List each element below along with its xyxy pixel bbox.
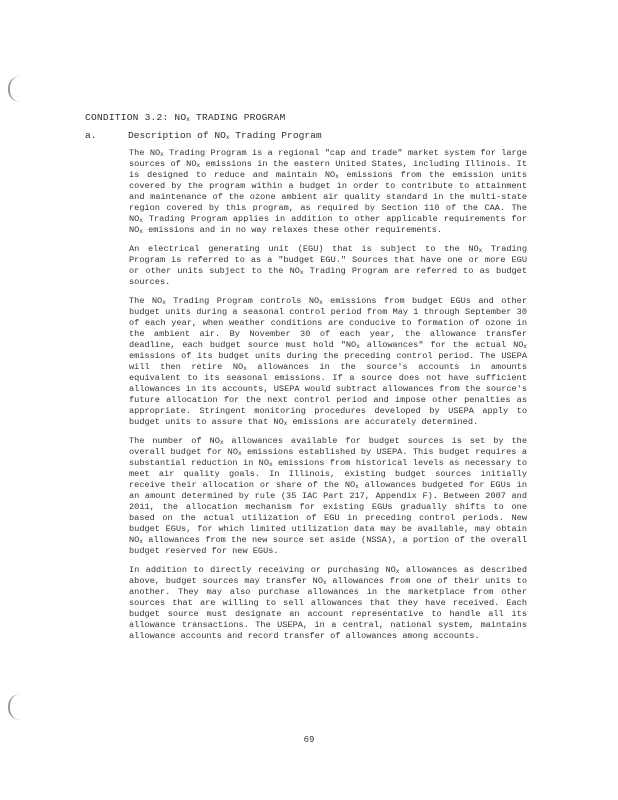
punch-hole-mark-top xyxy=(8,76,20,102)
paragraph-control-period: The $NO_x$ Trading Program controls $NO_x$ emissions from budget EGUs and other budget units during a seasonal control period from May 1 through September 30 of each year, when weather conditions are conducive to formation of ozone in the ambient air. By November 30 of each year, the allowance transfer deadline, each budget source must hold "$NO_x$ allowances" for the actual $NO_x$ emissions of its budget units during the preceding control period. The USEPA will then retire $NO_x$ allowances in the source's accounts in amounts equivalent to its seasonal emissions. If a source does not have sufficient allowances in its accounts, USEPA would subtract allowances from the source's future allocation for the next control period and impose other penalties as appropriate. Stringent monitoring procedures developed by USEPA apply to budget units to assure that $NO_x$ emissions are accurately determined. xyxy=(129,296,527,427)
punch-hole-mark-bottom xyxy=(8,694,20,720)
section-heading xyxy=(85,130,322,141)
section-title: Description of $NO_x$ Trading Program xyxy=(128,130,322,141)
page-number: 69 xyxy=(303,735,315,745)
paragraph-budget-egu: An electrical generating unit (EGU) that is subject to the $NO_x$ Trading Program is referred to as a "budget EGU." Sources that have one or more EGU or other units subject to the $NO_x$ Trading Program are referred to as budget sources. xyxy=(129,244,527,287)
paragraph-program-overview: The $NO_x$ Trading Program is a regional "cap and trade" market system for large sources of $NO_x$ emissions in the eastern United States, including Illinois. It is designed to reduce and maintain $NO_x$ emissions from the emission units covered by the program within a budget in order to contribute to attainment and maintenance of the ozone ambient air quality standard in the multi-state region covered by this program, as required by Section 110 of the CAA. The $NO_x$ Trading Program applies in addition to other applicable requirements for $NO_x$ emissions and in no way relaxes these other requirements. xyxy=(129,148,527,235)
condition-heading: CONDITION 3.2: $NO_x$ TRADING PROGRAM xyxy=(85,112,286,123)
paragraph-allowance-budget: The number of $NO_x$ allowances available for budget sources is set by the overall budget for $NO_x$ emissions established by USEPA. This budget requires a substantial reduction in $NO_x$ emissions from historical levels as necessary to meet air quality goals. In Illinois, existing budget sources initially receive their allocation or share of the $NO_x$ allowances budgeted for EGUs in an amount determined by rule (35 IAC Part 217, Appendix F). Between 2007 and 2011, the allocation mechanism for existing EGUs gradually shifts to one based on the actual utilization of EGU in preceding control periods. New budget EGUs, for which limited utilization data may be available, may obtain $NO_x$ allowances from the new source set aside (NSSA), a portion of the overall budget reserved for new EGUs. xyxy=(129,436,527,556)
paragraph-allowance-transfers: In addition to directly receiving or purchasing $NO_x$ allowances as described above, budget sources may transfer $NO_x$ allowances from one of their units to another. They may also purchase allowances in the marketplace from other sources that are willing to sell allowances that they have received. Each budget source must designate an account representative to handle all its allowance transactions. The USEPA, in a central, national system, maintains allowance accounts and record transfer of allowances among accounts. xyxy=(129,565,527,641)
section-number: a. xyxy=(85,130,97,141)
section-body xyxy=(129,148,527,650)
